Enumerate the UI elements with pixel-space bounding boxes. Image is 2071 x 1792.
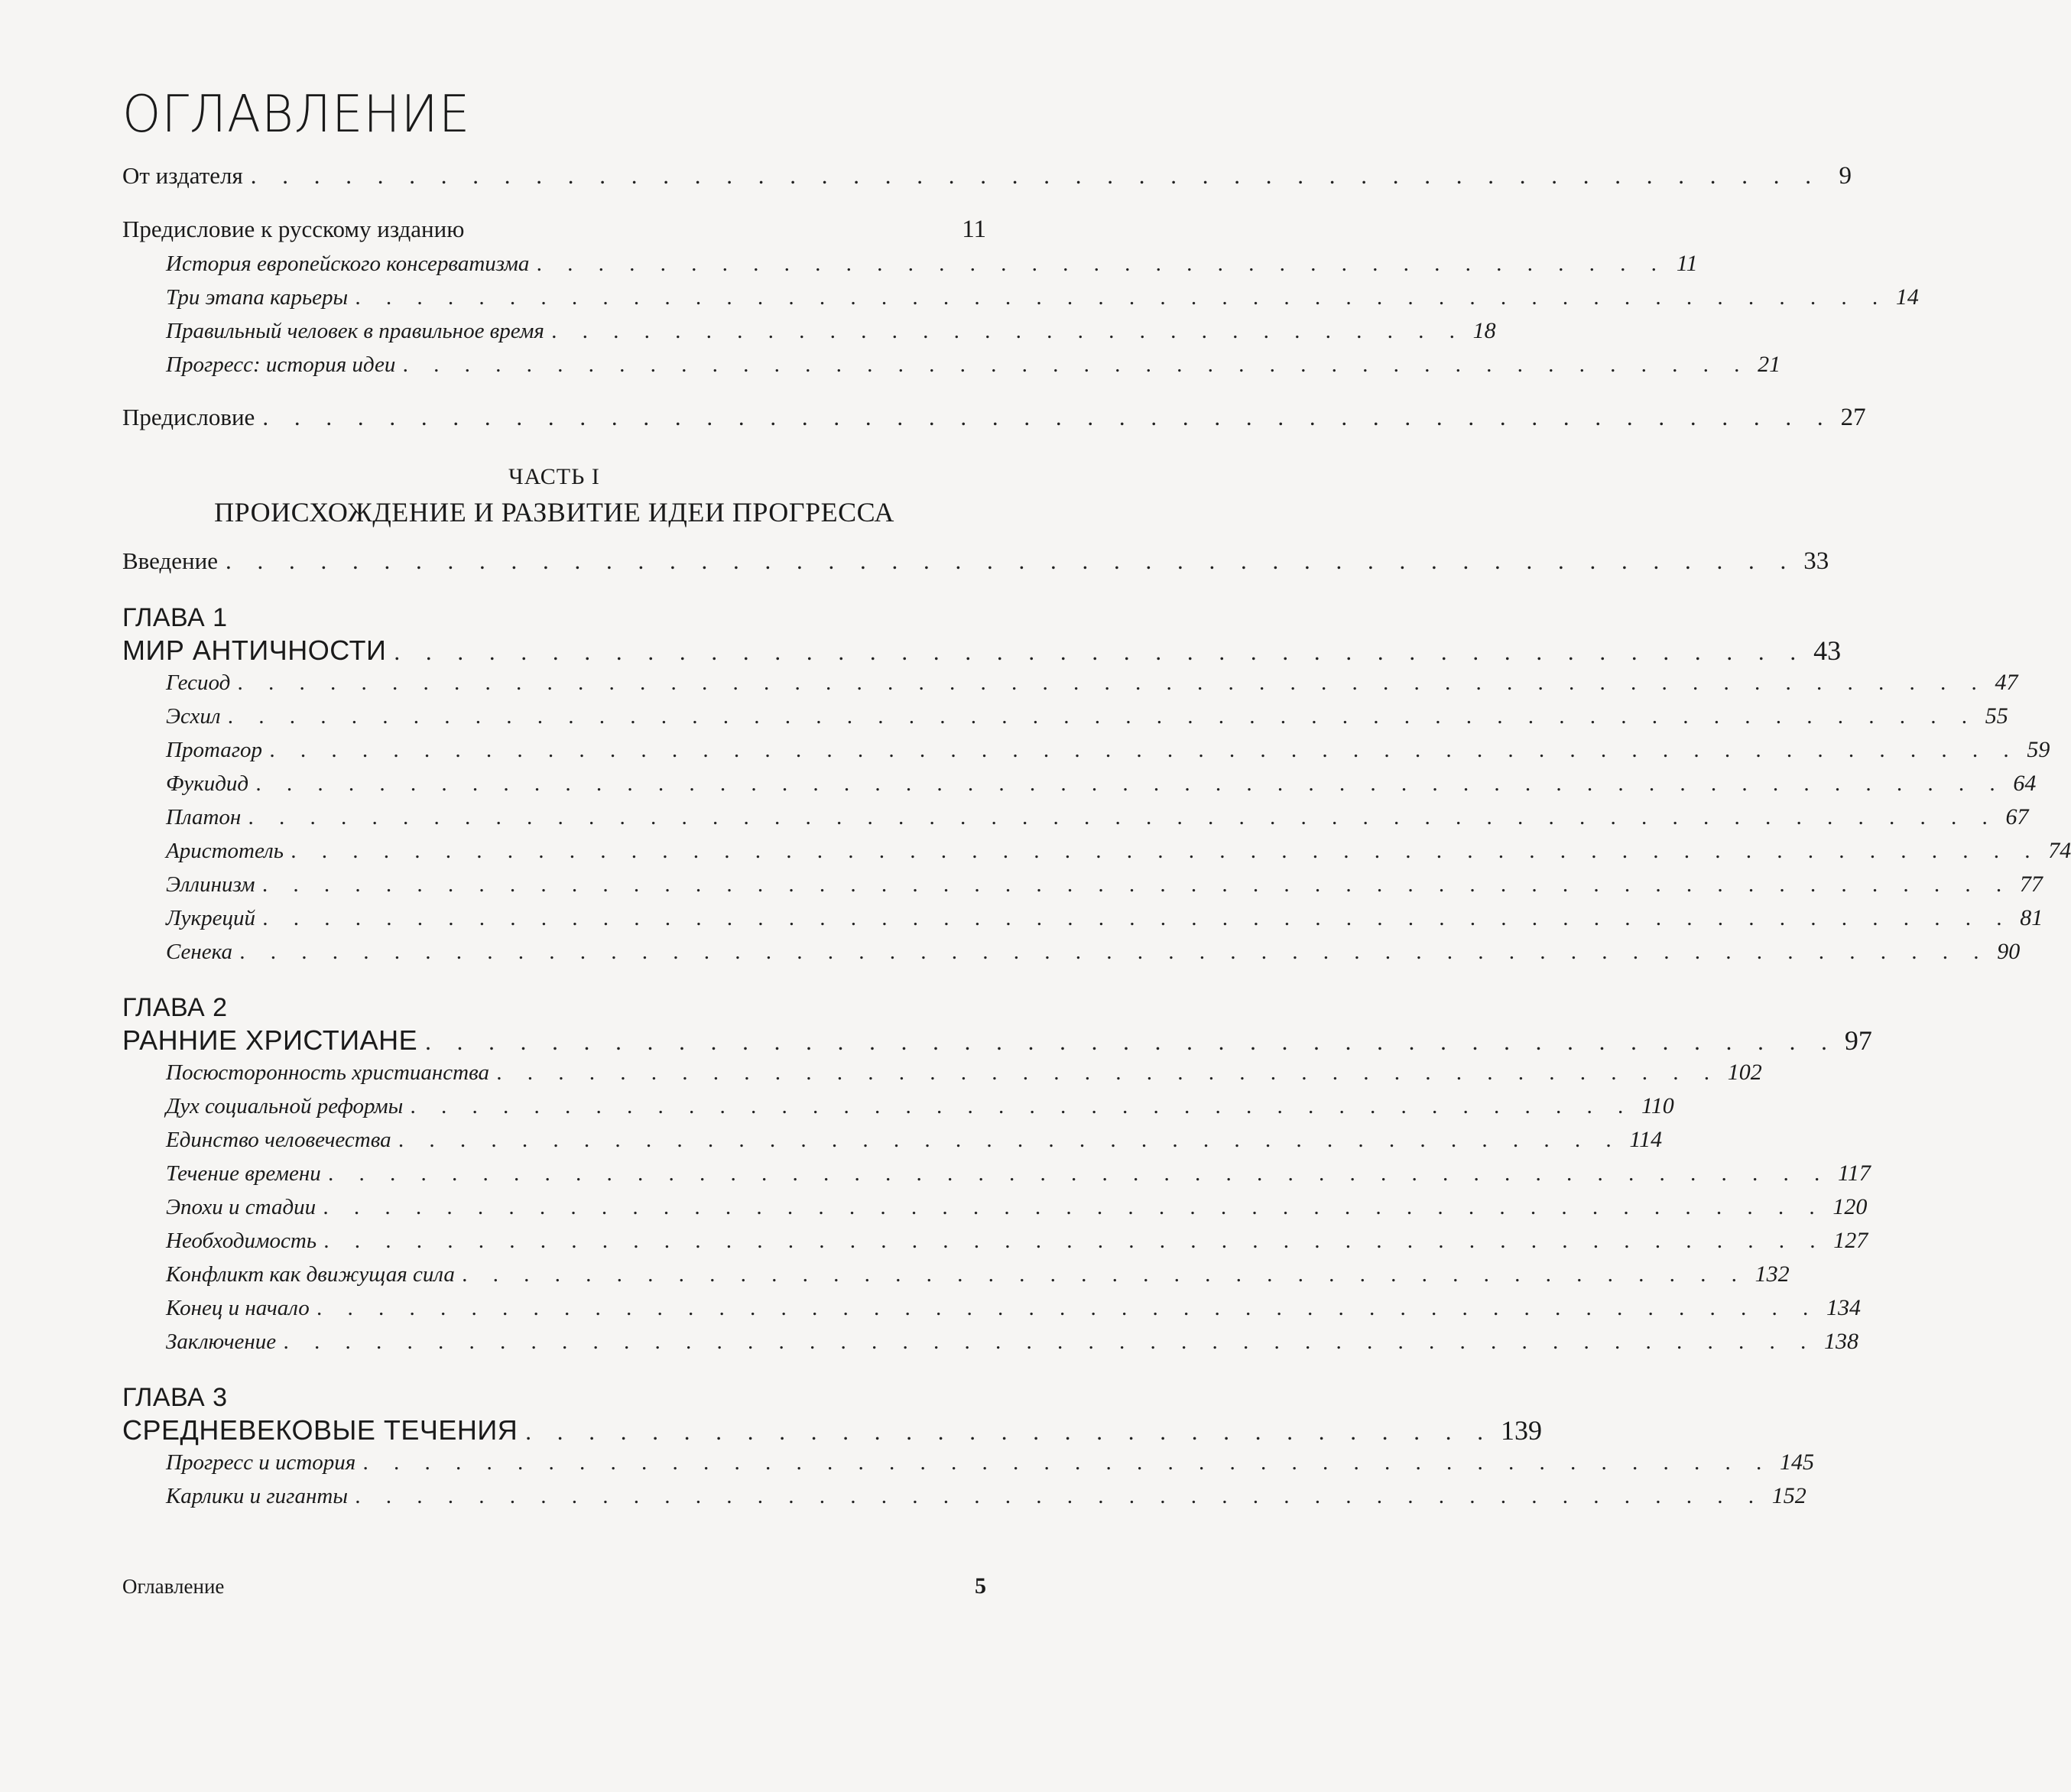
leader-dots: . . . . . . . . . . . . . . . . . . . . . . . . . . . . . . . . . . . . . — [537, 252, 1667, 276]
chapter-label: ГЛАВА 3 — [122, 1383, 228, 1412]
chapter-title: РАННИЕ ХРИСТИАНЕ — [122, 1024, 418, 1056]
toc-subentry-label: Конфликт как движущая сила — [166, 1262, 455, 1287]
leader-dots: . . . . . . . . . . . . . . . . . . . . . . . . . . . . . . . . . . . . . . . . . . . . . . . . . . — [355, 285, 1888, 310]
leader-dots: . . . . . . . . . . . . . . . . . . . . . . . . . . . . . . . . . . . . . . . . . . . . . . . . . . . . . . . . . — [291, 839, 2041, 863]
toc-subentry[interactable] — [122, 318, 1496, 352]
leader-dots: . . . . . . . . . . . . . . . . . . . . . . . . . . . . . . . . . . . . . . . . . . . . . . . . . — [323, 1195, 1826, 1219]
toc-subentry-page: 120 — [1832, 1194, 1868, 1219]
toc-subentry-page: 138 — [1823, 1329, 1858, 1354]
leader-dots: . . . . . . . . . . . . . . . . . . . . . . . . . . . . . . . . . . . . . . . . . . . . . . . . . . . . . . . . . — [262, 872, 2012, 897]
toc-subentry[interactable] — [122, 1295, 1861, 1329]
page-title: ОГЛАВЛЕНИЕ — [122, 85, 471, 144]
toc-subentry-label: Правильный человек в правильное время — [166, 319, 544, 343]
toc-subentry-page: 14 — [1895, 284, 1919, 310]
toc-subentry-page: 81 — [2020, 905, 2043, 930]
toc-subentry-page: 59 — [2027, 737, 2050, 762]
toc-subentry[interactable] — [122, 251, 1698, 284]
toc-subentry-page: 110 — [1641, 1093, 1674, 1118]
leader-dots: . . . . . . . . . . . . . . . . . . . . . . . . . . . . . . . . . . . . . . . . . . . . . . . . . . — [284, 1329, 1816, 1354]
leader-dots: . . . . . . . . . . . . . . . . . . . . . . . . . . . . . . . . . . . . . . . . . . . . . . . . . — [324, 1229, 1826, 1253]
chapter-page: 43 — [1813, 635, 1842, 666]
toc-subentry-page: 127 — [1833, 1228, 1868, 1253]
leader-dots: . . . . . . . . . . . . . . . . . . . . . . . . . . . . . . . . . . . . . . . . . . . . . . . . . . . . . . . . . — [228, 704, 1978, 729]
toc-subentry-page: 47 — [1995, 670, 2018, 695]
leader-dots: . . . . . . . . . . . . . . . . . . . . . . . . . . . . . . . . . . . . . . . . — [497, 1060, 1720, 1085]
toc-subentry-label: Прогресс: история идеи — [166, 352, 396, 377]
toc-subentry-label: Прогресс и история — [166, 1450, 356, 1475]
page-footer — [122, 1573, 986, 1599]
leader-dots: . . . . . . . . . . . . . . . . . . . . . . . . . . . . . . . . . . . . . . . . . . . . — [403, 352, 1751, 377]
toc-entry-label: Предисловие к русскому изданию — [122, 216, 465, 242]
toc-subentry-page: 64 — [2013, 771, 2037, 796]
toc-subentry-label: Карлики и гиганты — [166, 1484, 348, 1508]
leader-dots: . . . . . . . . . . . . . . . . . . . . . . . . . . . . . . . . . . . . . . . . . . . . . . . . . . . . . . . . . — [238, 670, 1988, 695]
toc-entry-preface[interactable] — [122, 404, 1866, 439]
toc-subentry-label: Необходимость — [166, 1229, 317, 1253]
toc-subentry[interactable] — [122, 905, 2043, 939]
leader-dots: . . . . . . . . . . . . . . . . . . . . . . . . . . . . . . . . . . . . . . . . . . . . . . . . . . . . . . . . . — [248, 805, 1998, 829]
leader-dots: . . . . . . . . . . . . . . . . . . . . . . . . . . . . . . . . . . . . . . . . . . — [462, 1262, 1748, 1287]
leader-dots: . . . . . . . . . . . . . . . . . . . . . . . . . . . . . . . . . . . . . . . . . . . . . . — [355, 1484, 1764, 1508]
chapter-label: ГЛАВА 2 — [122, 993, 228, 1022]
toc-subentry[interactable] — [122, 737, 2050, 771]
toc-subentry-label: История европейского консерватизма — [166, 252, 530, 276]
toc-entry-label: От издателя — [122, 162, 243, 189]
toc-subentry-label: Аристотель — [166, 839, 284, 863]
toc-subentry-page: 77 — [2019, 872, 2043, 897]
toc-subentry-label: Эллинизм — [166, 872, 255, 897]
toc-subentry-page: 145 — [1780, 1450, 1815, 1475]
leader-dots: . . . . . . . . . . . . . . . . . . . . . . . . . . . . . . . . . . . . . . . . . . . . . . . . . . — [225, 547, 1797, 574]
chapter-title: МИР АНТИЧНОСТИ — [122, 635, 387, 666]
toc-entry-intro[interactable] — [122, 547, 1829, 583]
toc-chapter-2[interactable] — [122, 1024, 1872, 1060]
toc-subentry-label: Лукреций — [166, 906, 255, 930]
leader-dots: . . . . . . . . . . . . . . . . . . . . . . . . . . . . . . . . . . . . . . . . — [411, 1094, 1634, 1118]
toc-subentry[interactable] — [122, 939, 2021, 972]
toc-subentry[interactable] — [122, 1093, 1674, 1127]
toc-entry-page: 27 — [1840, 404, 1866, 431]
leader-dots: . . . . . . . . . . . . . . . . . . . . . . . . . . . . . . . . . . . . . . . . . . . . . . . . . . . . . . . . . — [256, 771, 2006, 796]
leader-dots: . . . . . . . . . . . . . . . . . . . . . . . . . . . . . . . . . . . . . . . . . . . . . . — [363, 1450, 1773, 1475]
toc-subentry-page: 90 — [1997, 939, 2021, 964]
leader-dots: . . . . . . . . . . . . . . . . . . . . . . . . . . . . . . . . . . . . . . . . . . . . . . . . . . — [250, 162, 1821, 189]
toc-subentry-page: 117 — [1838, 1161, 1871, 1186]
toc-subentry[interactable] — [122, 284, 1919, 318]
toc-subentry[interactable] — [122, 1228, 1868, 1261]
leader-dots: . . . . . . . . . . . . . . . . . . . . . . . . . . . . . . . . . . . . . . . . . . . . . . . . . . . . . . . . . — [262, 906, 2013, 930]
toc-subentry-page: 152 — [1771, 1483, 1806, 1508]
toc-subentry-label: Фукидид — [166, 771, 249, 796]
chapter-label: ГЛАВА 1 — [122, 603, 228, 632]
toc-subentry[interactable] — [122, 1060, 1762, 1093]
toc-entry-page: 11 — [962, 216, 986, 243]
leader-dots: . . . . . . . . . . . . . . . . . . . . . . . . . . . . . . . . . . . . . . . . . . . . . . . . . . — [262, 404, 1833, 430]
toc-subentry-label: Платон — [166, 805, 242, 829]
leader-dots: . . . . . . . . . . . . . . . . . . . . . . . . . . . . . . . . . . . . . . . . . . . . . . . . . — [328, 1161, 1831, 1186]
toc-subentry[interactable] — [122, 838, 2071, 872]
chapter-page: 97 — [1844, 1025, 1872, 1056]
part-heading — [122, 462, 986, 532]
toc-subentry[interactable] — [122, 1261, 1790, 1295]
toc-subentry-page: 74 — [2048, 838, 2071, 863]
toc-subentry-page: 132 — [1755, 1261, 1790, 1287]
toc-subentry-page: 11 — [1676, 251, 1698, 276]
toc-subentry-label: Заключение — [166, 1329, 277, 1354]
toc-subentry-page: 134 — [1826, 1295, 1861, 1320]
leader-dots: . . . . . . . . . . . . . . . . . . . . . . . . . . . . . . . — [525, 1418, 1494, 1445]
toc-subentry[interactable] — [122, 1329, 1858, 1362]
leader-dots: . . . . . . . . . . . . . . . . . . . . . . . . . . . . . . . . . . . . . . . . . . . . . . . . . . . . . . . . . — [270, 738, 2020, 762]
toc-subentry[interactable] — [122, 804, 2029, 838]
toc-subentry[interactable] — [122, 352, 1781, 385]
toc-page — [122, 84, 2071, 1517]
toc-subentry[interactable] — [122, 1194, 1868, 1228]
toc-subentry[interactable] — [122, 1450, 1815, 1483]
page-number: 5 — [975, 1573, 986, 1599]
toc-subentry-label: Три этапа карьеры — [166, 285, 349, 310]
part-title: ПРОИСХОЖДЕНИЕ И РАЗВИТИЕ ИДЕИ ПРОГРЕССА — [214, 497, 894, 528]
leader-dots: . . . . . . . . . . . . . . . . . . . . . . . . . . . . . . . . . . . . . . . . — [398, 1128, 1622, 1152]
toc-entry-page: 33 — [1803, 547, 1829, 575]
leader-dots: . . . . . . . . . . . . . . . . . . . . . . . . . . . . . . . . . . . . . . . . . . . . . . . . . — [316, 1296, 1819, 1320]
running-head: Оглавление — [122, 1575, 225, 1598]
leader-dots: . . . . . . . . . . . . . . . . . . . . . . . . . . . . . . . . . . . . . . . . . . . . . — [394, 638, 1806, 665]
toc-chapter-1[interactable] — [122, 635, 1842, 670]
toc-subentry-page: 67 — [2005, 804, 2029, 829]
toc-subentry-label: Конец и начало — [166, 1296, 310, 1320]
leader-dots: . . . . . . . . . . . . . . . . . . . . . . . . . . . . . . . . . . . . . . . . . . . . . . . . . . . . . . . . . — [240, 940, 1990, 964]
toc-subentry-label: Эсхил — [166, 704, 221, 729]
toc-entry-label: Предисловие — [122, 404, 255, 430]
toc-subentry-label: Единство человечества — [166, 1128, 391, 1152]
toc-subentry[interactable] — [122, 1483, 1806, 1517]
toc-subentry[interactable] — [122, 872, 2043, 905]
toc-subentry[interactable] — [122, 1161, 1871, 1194]
leader-dots: . . . . . . . . . . . . . . . . . . . . . . . . . . . . . . — [551, 319, 1466, 343]
toc-subentry[interactable] — [122, 1127, 1663, 1161]
toc-subentry-page: 55 — [1985, 703, 2008, 729]
toc-subentry-page: 21 — [1758, 352, 1781, 377]
toc-subentry-label: Протагор — [166, 738, 263, 762]
toc-entry-page: 9 — [1839, 162, 1852, 190]
toc-entry-publisher[interactable] — [122, 162, 1852, 197]
part-number: ЧАСТЬ I — [508, 464, 600, 489]
toc-subentry-page: 18 — [1472, 318, 1496, 343]
toc-subentry-label: Гесиод — [166, 670, 231, 695]
toc-subentry[interactable] — [122, 670, 2018, 703]
toc-chapter-3[interactable] — [122, 1414, 1543, 1450]
toc-subentry-label: Посюсторонность христианства — [166, 1060, 490, 1085]
toc-subentry-label: Течение времени — [166, 1161, 321, 1186]
toc-subentry-label: Дух социальной реформы — [166, 1094, 404, 1118]
toc-entry-preface-ru[interactable] — [122, 216, 986, 251]
chapter-page: 139 — [1501, 1415, 1543, 1446]
toc-subentry-label: Эпохи и стадии — [166, 1195, 316, 1219]
toc-subentry[interactable] — [122, 771, 2037, 804]
toc-subentry-page: 102 — [1727, 1060, 1762, 1085]
toc-subentry-label: Сенека — [166, 940, 233, 964]
toc-subentry-page: 114 — [1629, 1127, 1663, 1152]
leader-dots: . . . . . . . . . . . . . . . . . . . . . . . . . . . . . . . . . . . . . . . . . . . . . — [425, 1028, 1837, 1055]
toc-subentry[interactable] — [122, 703, 2008, 737]
toc-entry-label: Введение — [122, 547, 218, 574]
chapter-title: СРЕДНЕВЕКОВЫЕ ТЕЧЕНИЯ — [122, 1414, 518, 1446]
